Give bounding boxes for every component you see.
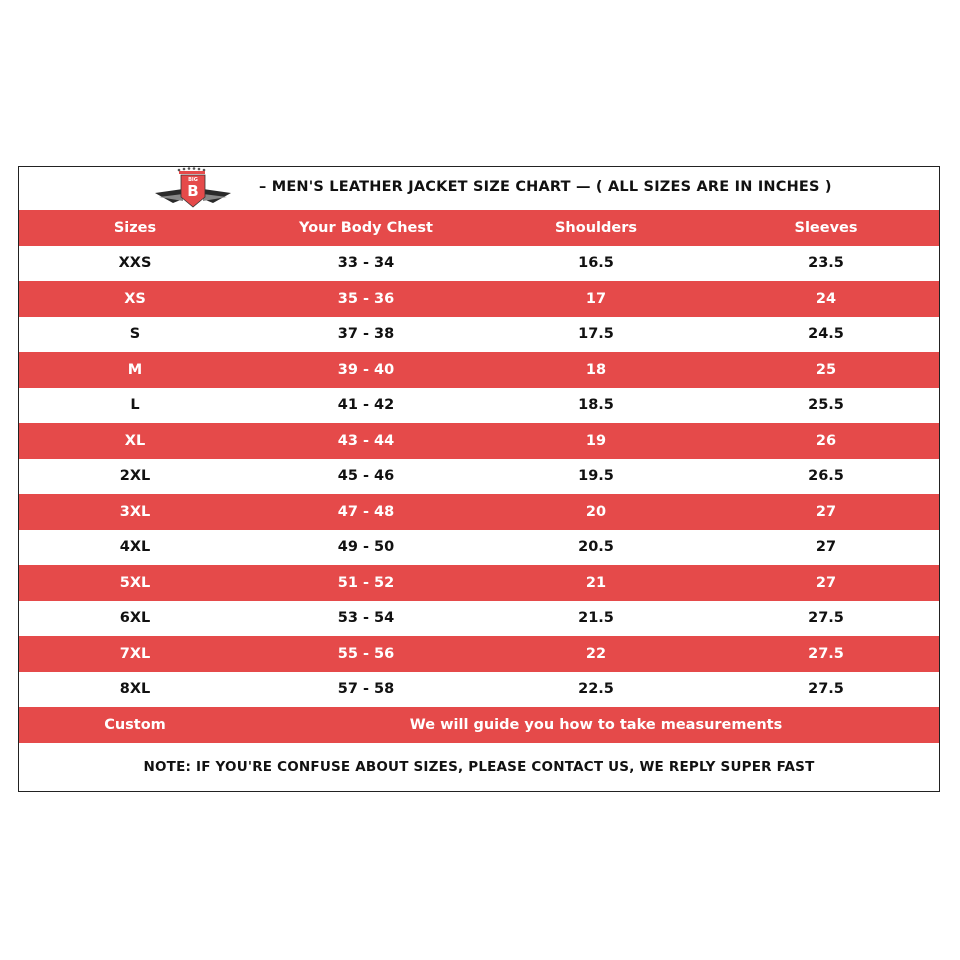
table-cell: 18 — [585, 361, 607, 378]
table-cell: 6XL — [119, 610, 151, 627]
table-row — [19, 494, 939, 530]
table-row — [19, 352, 939, 388]
table-row — [19, 636, 939, 672]
table-cell: 18.5 — [578, 397, 614, 414]
column-header: Sleeves — [794, 219, 858, 236]
table-cell: 57 - 58 — [337, 681, 395, 698]
table-cell: XXS — [118, 255, 152, 272]
table-cell: 20 — [585, 503, 607, 520]
table-cell: 47 - 48 — [337, 503, 395, 520]
table-cell: 53 - 54 — [337, 610, 395, 627]
custom-label: Custom — [104, 716, 166, 733]
table-cell: 19.5 — [578, 468, 614, 485]
table-cell: XL — [124, 432, 146, 449]
column-header: Your Body Chest — [299, 219, 433, 236]
custom-message: We will guide you how to take measurements — [409, 716, 783, 733]
table-cell: M — [127, 361, 143, 378]
table-cell: 19 — [585, 432, 607, 449]
table-header-row — [19, 210, 939, 246]
table-cell: L — [130, 397, 140, 414]
table-cell: 27.5 — [808, 610, 844, 627]
table-cell: 16.5 — [578, 255, 614, 272]
table-row — [19, 423, 939, 459]
contact-note: NOTE: IF YOU'RE CONFUSE ABOUT SIZES, PLEASE CONTACT US, WE REPLY SUPER FAST — [143, 759, 815, 775]
table-cell: 27.5 — [808, 681, 844, 698]
table-cell: 4XL — [119, 539, 151, 556]
column-header: Sizes — [113, 219, 157, 236]
table-cell: 22.5 — [578, 681, 614, 698]
logo-letter: B — [187, 182, 199, 200]
table-row — [19, 672, 939, 708]
table-cell: 21 — [585, 574, 607, 591]
table-cell: 23.5 — [808, 255, 844, 272]
table-row — [19, 281, 939, 317]
table-cell: 21.5 — [578, 610, 614, 627]
table-cell: 17 — [585, 290, 607, 307]
logo-small-text: BIG — [188, 177, 198, 183]
title-bar — [19, 167, 939, 209]
table-cell: 3XL — [119, 503, 151, 520]
table-cell: 27 — [815, 539, 837, 556]
table-cell: 51 - 52 — [337, 574, 395, 591]
table-cell: 26 — [815, 432, 837, 449]
table-cell: 33 - 34 — [337, 255, 395, 272]
table-cell: 24 — [815, 290, 837, 307]
table-row — [19, 388, 939, 424]
table-cell: 5XL — [119, 574, 151, 591]
table-cell: 27 — [815, 574, 837, 591]
table-cell: 49 - 50 — [337, 539, 395, 556]
table-cell: 43 - 44 — [337, 432, 395, 449]
table-cell: 35 - 36 — [337, 290, 395, 307]
custom-row — [19, 707, 939, 743]
table-cell: 8XL — [119, 681, 151, 698]
table-row — [19, 459, 939, 495]
chart-title: – MEN'S LEATHER JACKET SIZE CHART — ( ALL SIZES ARE IN INCHES ) — [259, 179, 832, 195]
table-cell: 20.5 — [578, 539, 614, 556]
table-cell: 22 — [585, 645, 607, 662]
table-row — [19, 601, 939, 637]
table-cell: 37 - 38 — [337, 326, 395, 343]
table-cell: 7XL — [119, 645, 151, 662]
table-cell: 39 - 40 — [337, 361, 395, 378]
table-cell: 41 - 42 — [337, 397, 395, 414]
column-header: Shoulders — [554, 219, 637, 236]
table-cell: 25 — [815, 361, 837, 378]
table-cell: 17.5 — [578, 326, 614, 343]
table-cell: XS — [124, 290, 146, 307]
table-row — [19, 317, 939, 353]
table-cell: 26.5 — [808, 468, 844, 485]
table-row — [19, 246, 939, 282]
table-row — [19, 565, 939, 601]
table-row — [19, 530, 939, 566]
table-cell: 45 - 46 — [337, 468, 395, 485]
table-cell: 24.5 — [808, 326, 844, 343]
table-cell: 27.5 — [808, 645, 844, 662]
table-cell: 25.5 — [808, 397, 844, 414]
table-cell: 27 — [815, 503, 837, 520]
table-cell: S — [129, 326, 141, 343]
brand-logo — [153, 167, 233, 209]
table-cell: 2XL — [119, 468, 151, 485]
table-cell: 55 - 56 — [337, 645, 395, 662]
size-chart-frame — [18, 166, 940, 792]
